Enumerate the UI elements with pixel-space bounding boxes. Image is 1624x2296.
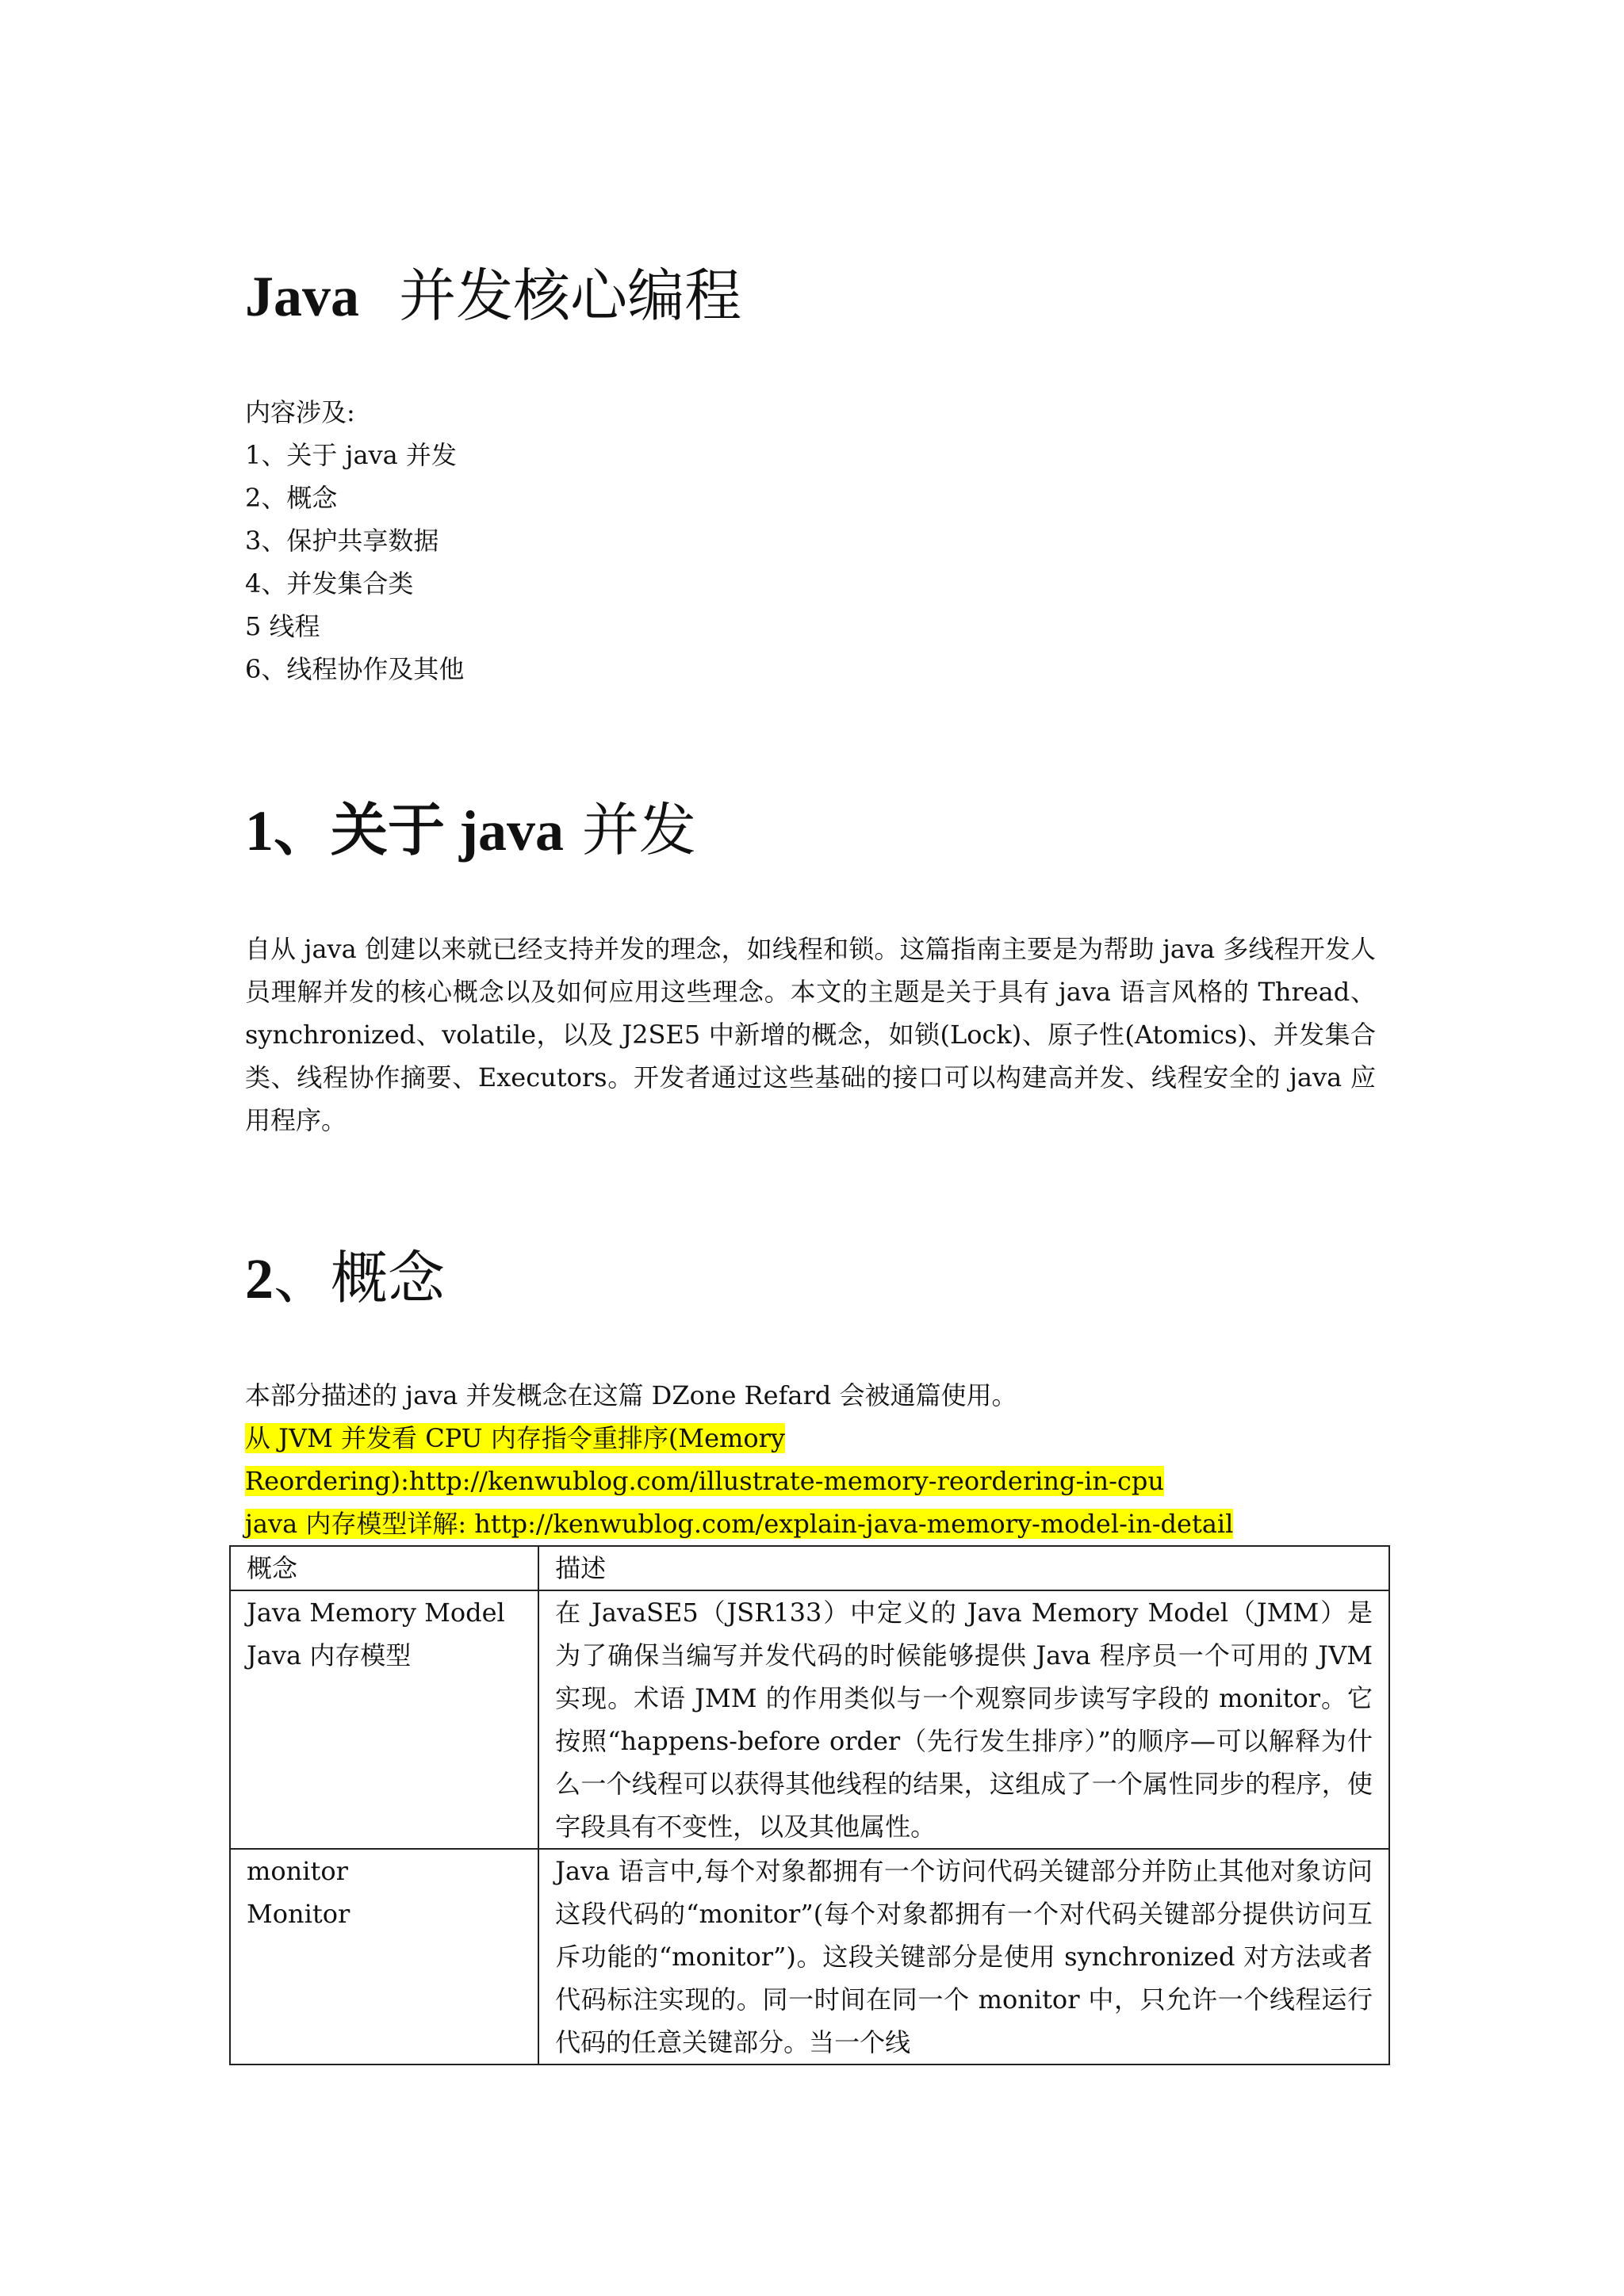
table-row — [230, 1590, 1389, 1849]
section-1-heading — [245, 790, 696, 871]
section-2-intro: 本部分描述的 java 并发概念在这篇 DZone Refard 会被通篇使用。 — [245, 1380, 1017, 1410]
document-title-cjk: 并发核心编程 — [399, 262, 742, 329]
term-english: Java Memory Model — [247, 1598, 505, 1628]
term-english: monitor — [247, 1856, 348, 1886]
highlighted-text: 从 JVM 并发看 CPU 内存指令重排序(Memory — [245, 1423, 785, 1453]
toc-item: 5 线程 — [245, 611, 320, 641]
term-chinese: Java 内存模型 — [247, 1640, 412, 1670]
highlighted-link-memory-reordering[interactable]: Reordering):http://kenwublog.com/illustrate-memory-reordering-in-cpu — [245, 1466, 1164, 1496]
section-2-heading-cjk: 、概念 — [274, 1245, 446, 1311]
toc-item: 6、线程协作及其他 — [245, 654, 465, 684]
table-cell-description: Java 语言中,每个对象都拥有一个访问代码关键部分并防止其他对象访问这段代码的“monitor”(每个对象都拥有一个对代码关键部分提供访问互斥功能的“monitor”)。这段关键部分是使用 synchronized 对方法或者代码标注实现的。同一时间在同一个 monitor 中，只允许一个线程运行代码的任意关键部分。当一个线 — [538, 1849, 1389, 2064]
table-header-description: 描述 — [538, 1546, 1389, 1590]
table-header-concept: 概念 — [230, 1546, 538, 1590]
document-title — [245, 256, 741, 336]
table-of-contents — [245, 391, 464, 691]
section-2-heading — [245, 1238, 445, 1318]
term-chinese: Monitor — [247, 1899, 350, 1929]
table-header-row — [230, 1546, 1389, 1590]
highlighted-link-java-memory-model[interactable]: java 内存模型详解: http://kenwublog.com/explain-java-memory-model-in-detail — [245, 1509, 1234, 1539]
toc-item: 3、保护共享数据 — [245, 526, 439, 556]
highlighted-link-line — [245, 1460, 1164, 1502]
section-2-heading-num: 2 — [245, 1247, 274, 1311]
concepts-table — [229, 1545, 1390, 2065]
section-1-heading-num: 1、关于 — [245, 799, 460, 863]
table-cell-term — [230, 1849, 538, 2064]
table-row — [230, 1849, 1389, 2064]
toc-item: 2、概念 — [245, 483, 338, 513]
highlighted-link-line — [245, 1502, 1233, 1545]
table-cell-term — [230, 1590, 538, 1849]
section-1-heading-latin: java — [459, 799, 564, 863]
toc-heading: 内容涉及: — [245, 397, 355, 427]
document-title-latin: Java — [245, 265, 359, 328]
table-cell-description: 在 JavaSE5（JSR133）中定义的 Java Memory Model（JMM）是为了确保当编写并发代码的时候能够提供 Java 程序员一个可用的 JVM 实现。术语 JMM 的作用类似与一个观察同步读写字段的 monitor。它按照“happens-before order（先行发生排序）”的顺序—可以解释为什么一个线程可以获得其他线程的结果，这组成了一个属性同步的程序，使字段具有不变性，以及其他属性。 — [538, 1590, 1389, 1849]
highlighted-line — [245, 1417, 785, 1460]
toc-item: 4、并发集合类 — [245, 568, 414, 599]
section-1-heading-cjk: 并发 — [564, 797, 696, 863]
toc-item: 1、关于 java 并发 — [245, 440, 457, 470]
section-1-paragraph: 自从 java 创建以来就已经支持并发的理念，如线程和锁。这篇指南主要是为帮助 java 多线程开发人员理解并发的核心概念以及如何应用这些理念。本文的主题是关于具有 java 语言风格的 Thread、synchronized、volatile，以及 J2SE5 中新增的概念，如锁(Lock)、原子性(Atomics)、并发集合类、线程协作摘要、Executors。开发者通过这些基础的接口可以构建高并发、线程安全的 java 应用程序。 — [245, 934, 1376, 1135]
